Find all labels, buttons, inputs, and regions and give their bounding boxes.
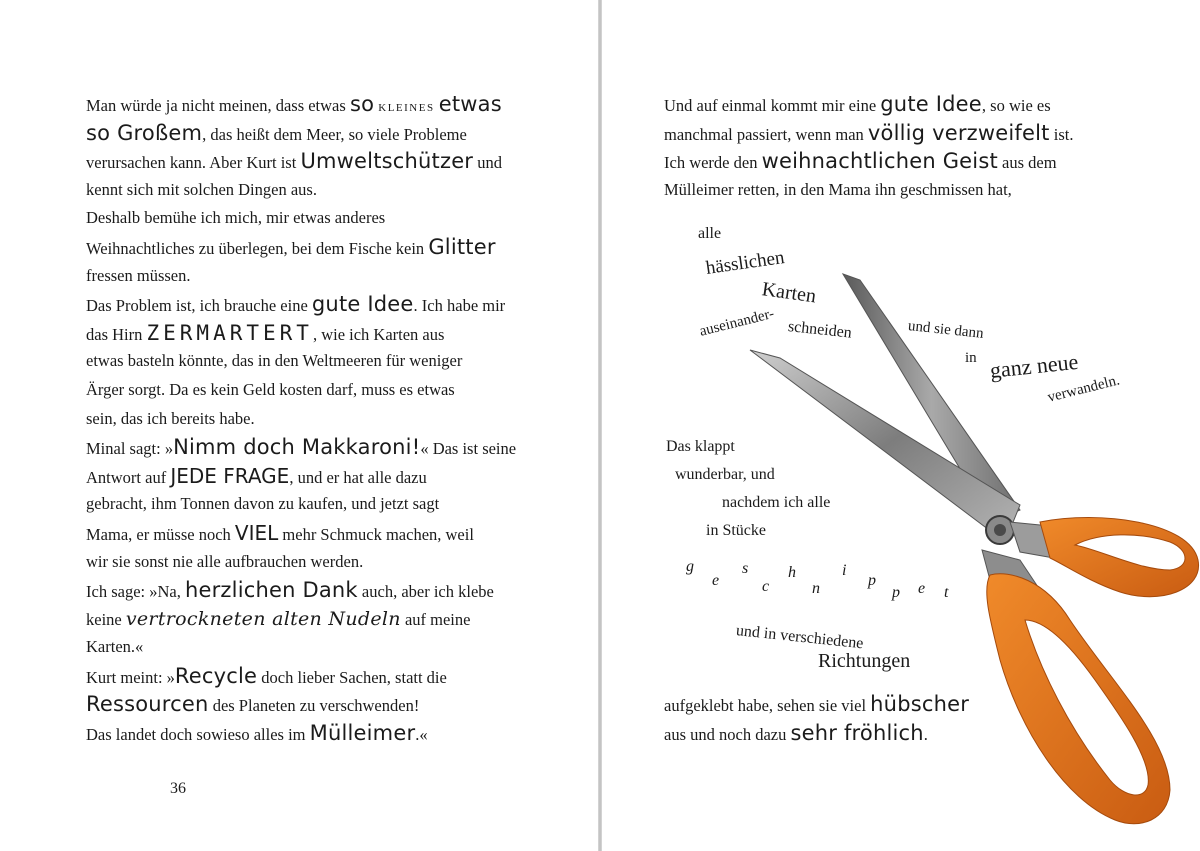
left-page-line xyxy=(86,662,536,691)
word-und-sie-dann: und sie dann xyxy=(907,318,985,342)
text-run: Deshalb bemühe ich mich, mir etwas anderes xyxy=(86,208,386,228)
left-page-line xyxy=(86,690,536,719)
emphasized-word: völlig verzweifelt xyxy=(867,120,1050,145)
text-run: , so wie es xyxy=(981,96,1051,115)
word-haesslichen: hässlichen xyxy=(704,247,786,279)
left-page-line xyxy=(86,176,536,205)
text-run: Man würde ja nicht meinen, dass etwas xyxy=(86,96,350,115)
text-run: Ärger sorgt. Da es kein Geld kosten darf, muss es etwas xyxy=(86,379,455,399)
left-page-line xyxy=(86,548,536,577)
letter-p2: p xyxy=(892,584,900,601)
emphasized-word: gute Idee xyxy=(880,92,982,116)
word-auseinander: auseinander- xyxy=(697,305,776,340)
text-run: etwas basteln könnte, das in den Weltmeeren für weniger xyxy=(86,351,463,371)
left-page-text xyxy=(86,90,536,748)
letter-s: s xyxy=(742,560,749,577)
text-run: ist. xyxy=(1049,124,1074,144)
text-run: . xyxy=(923,724,928,744)
right-page-final-text xyxy=(664,690,1004,747)
emphasized-word: Nimm doch Makkaroni! xyxy=(173,435,421,460)
text-run: Kurt meint: » xyxy=(86,667,175,687)
right-page-line xyxy=(664,176,1104,205)
word-richtungen: Richtungen xyxy=(818,650,911,672)
letter-g: g xyxy=(686,558,694,575)
left-page-line xyxy=(86,519,536,548)
word-ganz-neue: ganz neue xyxy=(988,348,1080,383)
text-run: Das landet doch sowieso alles im xyxy=(86,725,310,745)
capital-word: VIEL xyxy=(234,520,279,545)
left-page-line xyxy=(86,147,536,176)
emphasized-word: sehr fröhlich xyxy=(790,720,924,745)
word-wunderbar: wunderbar, und xyxy=(675,466,775,483)
word-schneiden: schneiden xyxy=(787,318,853,342)
text-run: auf meine xyxy=(400,609,471,629)
text-run: Ich sage: »Na, xyxy=(86,582,185,602)
letter-p1: p xyxy=(868,572,876,589)
letter-c: c xyxy=(762,578,770,595)
left-page-line xyxy=(86,119,536,148)
page-number: 36 xyxy=(170,780,186,797)
word-und-in-verschiedene: und in verschiedene xyxy=(735,622,865,653)
word-karten: Karten xyxy=(760,278,818,308)
text-run: Mülleimer retten, in den Mama ihn geschmissen hat, xyxy=(664,179,1012,199)
left-page-line xyxy=(86,490,536,519)
left-page-line xyxy=(86,347,536,376)
right-page-final-line xyxy=(664,690,1004,719)
text-run: .« xyxy=(415,725,428,745)
left-page-line xyxy=(86,433,536,462)
text-run: mehr Schmuck machen, weil xyxy=(278,524,474,544)
text-run: , das heißt dem Meer, so viele Probleme xyxy=(202,124,467,144)
text-run: fressen müssen. xyxy=(86,265,191,285)
text-run: Und auf einmal kommt mir eine xyxy=(664,96,881,115)
text-run: aufgeklebt habe, sehen sie viel xyxy=(664,696,871,715)
left-page-line xyxy=(86,719,536,748)
letter-h: h xyxy=(788,564,796,581)
letter-n: n xyxy=(812,580,820,597)
left-page xyxy=(0,0,598,851)
text-run: Karten.« xyxy=(86,637,144,657)
text-run: kennt sich mit solchen Dingen aus. xyxy=(86,179,317,199)
left-page-line xyxy=(86,405,536,434)
text-run: « Das ist seine xyxy=(420,439,517,459)
emphasized-word: so xyxy=(349,92,375,116)
left-page-line xyxy=(86,576,536,605)
right-page-final-line xyxy=(664,719,1004,748)
left-page-line xyxy=(86,262,536,291)
right-page-text xyxy=(664,90,1104,204)
text-run: . Ich habe mir xyxy=(413,296,506,316)
emphasized-word: so Großem xyxy=(86,120,203,145)
text-run: sein, das ich bereits habe. xyxy=(86,408,255,428)
letter-e2: e xyxy=(918,580,926,597)
emphasized-word: Umweltschützer xyxy=(300,149,474,174)
capital-word: JEDE FRAGE xyxy=(170,463,290,488)
text-run: doch lieber Sachen, statt die xyxy=(257,667,447,687)
text-run: Antwort auf xyxy=(86,467,171,487)
small-caps-word: KLEINES xyxy=(378,102,435,114)
text-run: das Hirn xyxy=(86,324,147,344)
right-page-line xyxy=(664,147,1104,176)
text-run: gebracht, ihm Tonnen davon zu kaufen, und jetzt sagt xyxy=(86,494,440,514)
word-verwandeln: verwandeln. xyxy=(1045,372,1122,406)
emphasized-word: etwas xyxy=(438,92,502,116)
left-page-line xyxy=(86,633,536,662)
text-run: verursachen kann. Aber Kurt ist xyxy=(86,153,301,173)
right-page-line xyxy=(664,90,1104,119)
letter-t: t xyxy=(944,584,949,601)
letter-i: i xyxy=(842,562,847,579)
emphasized-word: hübscher xyxy=(870,692,970,716)
text-run: Minal sagt: » xyxy=(86,439,174,459)
right-page-line xyxy=(664,119,1104,148)
text-run: und xyxy=(473,153,503,173)
text-run: , wie ich Karten aus xyxy=(312,324,445,344)
left-page-line xyxy=(86,462,536,491)
left-page-line xyxy=(86,90,536,119)
lower-handle xyxy=(987,574,1170,824)
emphasized-word: Ressourcen xyxy=(86,692,209,717)
emphasized-word: gute Idee xyxy=(311,292,414,317)
left-page-line xyxy=(86,376,536,405)
text-run: Weihnachtliches zu überlegen, bei dem Fische kein xyxy=(86,238,429,258)
letter-e1: e xyxy=(712,572,720,589)
lower-blade xyxy=(750,350,1020,542)
upper-handle xyxy=(1040,518,1199,597)
emphasized-word: Glitter xyxy=(428,234,496,259)
text-run: des Planeten zu verschwenden! xyxy=(208,696,420,716)
text-run: Mama, er müsse noch xyxy=(86,524,235,544)
left-page-line xyxy=(86,319,536,348)
text-run: , und er hat alle dazu xyxy=(289,467,427,487)
text-run: manchmal passiert, wenn man xyxy=(664,124,868,144)
text-run: aus dem xyxy=(997,153,1057,173)
word-das-klappt: Das klappt xyxy=(666,438,735,455)
wide-spaced-word: ZERMARTERT xyxy=(146,320,313,345)
emphasized-word: Mülleimer xyxy=(309,721,416,746)
word-alle: alle xyxy=(698,225,722,242)
emphasized-word: weihnachtlichen Geist xyxy=(761,149,998,174)
word-in-stuecke: in Stücke xyxy=(706,522,766,539)
italic-phrase: vertrockneten alten Nudeln xyxy=(125,607,401,630)
text-run: auch, aber ich klebe xyxy=(357,582,494,602)
text-run: aus und noch dazu xyxy=(664,724,791,744)
left-page-line xyxy=(86,290,536,319)
left-page-line xyxy=(86,233,536,262)
emphasized-word: Recycle xyxy=(174,663,258,688)
scissors-illustration xyxy=(720,260,1200,851)
left-page-line xyxy=(86,204,536,233)
text-run: keine xyxy=(86,609,126,629)
emphasized-word: herzlichen Dank xyxy=(184,578,358,603)
text-run: wir sie sonst nie alle aufbrauchen werden. xyxy=(86,551,364,571)
word-nachdem: nachdem ich alle xyxy=(722,494,831,511)
text-run: Das Problem ist, ich brauche eine xyxy=(86,296,312,316)
left-page-line xyxy=(86,605,536,634)
word-in: in xyxy=(965,350,977,366)
text-run: Ich werde den xyxy=(664,153,762,173)
